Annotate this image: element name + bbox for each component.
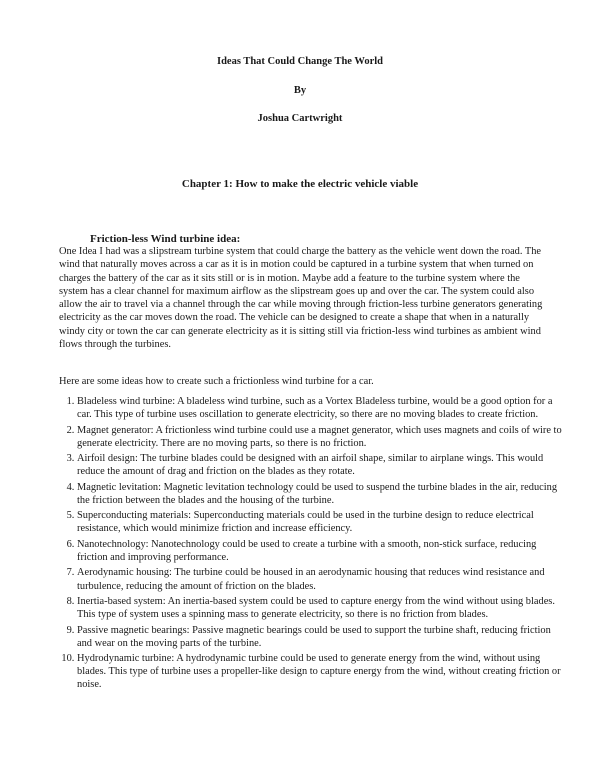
document-title: Ideas That Could Change The World (216, 56, 383, 67)
list-item: 5. Superconducting materials: Superconducting materials could be used in the turbine design to reduce electrical resistance, which would minimize friction and increase efficiency. (77, 509, 567, 535)
list-item: 2. Magnet generator: A frictionless wind turbine could use a magnet generator, which uses magnets and coils of wire to generate electricity. There are no moving parts, so there is no friction. (77, 424, 567, 450)
list-item: 3. Airfoil design: The turbine blades could be designed with an airfoil shape, similar to airplane wings. This would reduce the amount of drag and friction on the blades as they rotate. (77, 452, 567, 478)
list-item: 4. Magnetic levitation: Magnetic levitation technology could be used to suspend the turbine blades in the air, reducing the friction between the blades and the housing of the turbine. (77, 481, 567, 507)
list-item: 1. Bladeless wind turbine: A bladeless wind turbine, such as a Vortex Bladeless turbine, would be a good option for a car. This type of turbine uses oscillation to generate electricity, so there are no moving blades to create friction. (77, 395, 567, 421)
section-subheading: Friction-less Wind turbine idea: (90, 233, 241, 245)
author-name: Joshua Cartwright (257, 113, 343, 124)
list-item: 7. Aerodynamic housing: The turbine could be housed in an aerodynamic housing that reduces wind resistance and turbulence, reducing the amount of friction on the blades. (77, 566, 567, 592)
list-intro-paragraph: Here are some ideas how to create such a frictionless wind turbine for a car. (59, 376, 374, 387)
list-item: 6. Nanotechnology: Nanotechnology could be used to create a turbine with a smooth, non-stick surface, reducing friction and improving performance. (77, 538, 567, 564)
list-item: 9. Passive magnetic bearings: Passive magnetic bearings could be used to support the turbine shaft, reducing friction and wear on the moving parts of the turbine. (77, 624, 567, 650)
list-item: 8. Inertia-based system: An inertia-based system could be used to capture energy from the wind without using blades. This type of system uses a spinning mass to generate electricity, so there is no friction from blades. (77, 595, 567, 621)
chapter-heading: Chapter 1: How to make the electric vehicle viable (181, 178, 419, 190)
list-item: 10. Hydrodynamic turbine: A hydrodynamic turbine could be used to generate energy from the wind, without using blades. This type of turbine uses a propeller-like design to capture energy from the wind, without creating friction or noise. (77, 652, 567, 691)
byline-label: By (293, 85, 307, 96)
ideas-list (59, 395, 567, 694)
intro-paragraph: One Idea I had was a slipstream turbine system that could charge the battery as the vehicle went down the road. The wind that naturally moves across a car as it is in motion could be captured in a turbine system that when turned on charges the battery of the car as it sits still or is in motion. Maybe add a feature to the turbine system where the system has a clear channel for maximum airflow as the slipstream goes up and over the car. The system could also allow the air to travel via a channel through the car while moving through friction-less turbine generators generating electricity as the car moves down the road. The vehicle can be designed to create a shape that when in a naturally windy city or town the car can generate electricity as it is sitting still via friction-less wind turbines as ambient wind flows through the turbines. (59, 246, 543, 351)
